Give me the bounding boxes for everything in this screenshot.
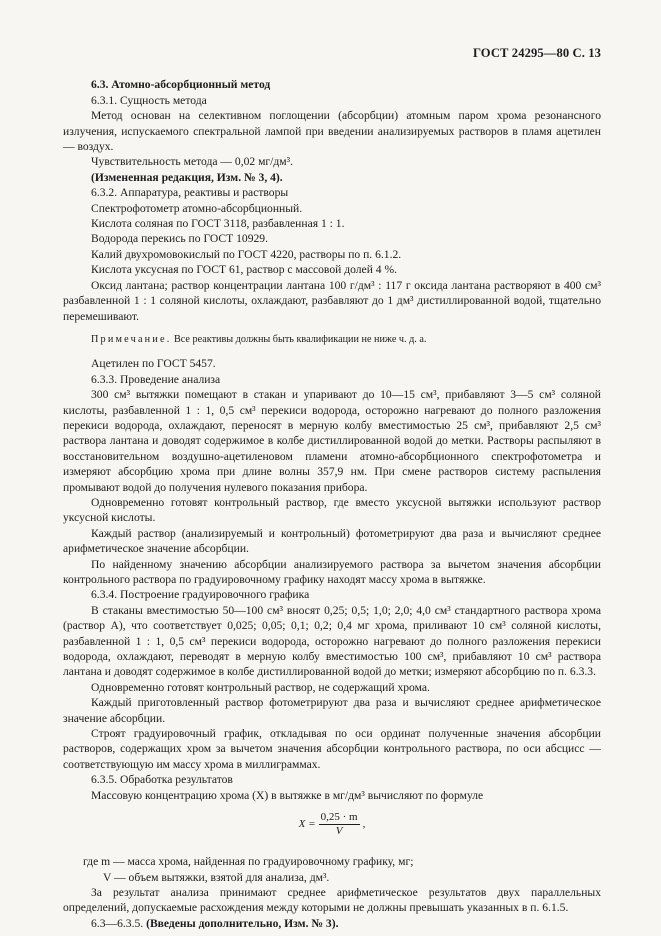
formula-denominator: V [335,825,343,838]
subsection-6-3-4: 6.3.4. Построение градуировочного графика [91,588,310,602]
note-paragraph [63,332,601,347]
calibration-paragraph: В стаканы вместимостью 50—100 см³ вносят 0,25; 0,5; 1,0; 2,0; 4,0 см³ стандартного раствора хрома (раствор А), что соответствует 0,025; 0,05; 0,1; 0,2; 0,4 мг хрома, приливают 10 см³ соляной кислоты, разбавленной 1 : 1, 0,5 см³ перекиси водорода, осторожно нагревают до полного разложения перекиси водорода, охлаждают, переводят в мерную колбу вместимостью 100 см³, прибавляют 10 см³ раствора лантана и доводят содержимое в колбе дистиллированной водой до метки; измеряют абсорбцию по п. 6.3.3. [63,603,601,679]
calibration-paragraph: Строят градуировочный график, откладывая по оси ординат полученные значения абсорбции растворов, содержащих хром за вычетом значения абсорбции контрольного раствора, по оси абсцисс — соответствующую им массу хрома в миллиграммах. [63,727,601,771]
reagent-item: Водорода перекись по ГОСТ 10929. [91,232,268,246]
result-paragraph: За результат анализа принимают среднее арифметическое результатов двух параллельных определений, допускаемые расхождения между которыми не должны превышать указанных в п. 6.1.5. [63,885,601,915]
analysis-paragraph: 300 см³ вытяжки помещают в стакан и упаривают до 10—15 см³, прибавляют 3—5 см³ соляной кислоты, разбавленной 1 : 1, 0,5 см³ перекиси водорода, осторожно нагревают до полного разложения перекиси водорода, охлаждают, переносят в мерную колбу вместимостью 25 см³, прибавляют 2,5 см³ раствора лантана и доводят содержимое в колбе дистиллированной водой до метки. Растворы распыляют в восстановительном воздушно-ацетиленовом пламени атомно-абсорбционного спектрофотометра и измеряют абсорбцию хрома при длине волны 357,9 нм. При смене растворов систему распыления промывают водой до получения нулевого показания прибора. [63,388,601,494]
analysis-paragraph: По найденному значению абсорбции анализируемого раствора за вычетом значения абсорбции контрольного раствора по градуировочному графику находят массу хрома в вытяжке. [63,557,601,586]
analysis-paragraph: Каждый раствор (анализируемый и контрольный) фотометрируют два раза и вычисляют среднее арифметическое значение абсорбции. [63,526,601,556]
where-line: где m — масса хрома, найденная по градуировочному графику, мг; [83,855,414,869]
subsection-6-3-2: 6.3.2. Аппаратура, реактивы и растворы [91,186,289,200]
calibration-paragraph: Одновременно готовят контрольный раствор, не содержащий хрома. [91,680,430,694]
subsection-6-3-5: 6.3.5. Обработка результатов [91,773,233,787]
formula [63,811,601,838]
formula-fraction [319,811,360,838]
sensitivity-line: Чувствительность метода — 0,02 мг/дм³. [91,155,294,169]
reagent-item: Оксид лантана; раствор концентрации лантана 100 г/дм³ : 117 г оксида лантана растворяют в 400 см³ разбавленной 1 : 1 соляной кислоты, охлаждают, разбавляют до 1 дм³ дистиллированной водой, тщательно перемешивают. [63,278,601,323]
reagent-item: Спектрофотометр атомно-абсорбционный. [91,201,303,215]
calculation-intro: Массовую концентрацию хрома (X) в вытяжке в мг/дм³ вычисляют по формуле [91,788,484,802]
method-paragraph: Метод основан на селективном поглощении (абсорбции) атомным паром хрома резонансного излучения, испускаемого спектральной лампой при введении анализируемых растворов в пламя ацетилен — воздух. [63,109,601,154]
calibration-paragraph: Каждый приготовленный раствор фотометрируют два раза и вычисляют среднее арифметическое значение абсорбции. [63,696,601,725]
formula-tail: , [362,817,366,830]
subsection-6-3-3: 6.3.3. Проведение анализа [91,372,221,386]
analysis-paragraph: Одновременно готовят контрольный раствор, где вместо уксусной вытяжки используют раствор уксусной кислоты. [63,495,601,525]
amendment-note-1: (Измененная редакция, Изм. № 3, 4). [91,170,283,184]
section-title: 6.3. Атомно-абсорбционный метод [91,78,271,92]
reagent-item: Калий двухромовокислый по ГОСТ 4220, растворы по п. 6.1.2. [91,247,402,261]
amendment-text: (Введены дополнительно, Изм. № 3). [146,916,339,930]
amendment-range: 6.3—6.3.5. [91,916,144,930]
formula-numerator: 0,25 · m [320,811,358,824]
reagent-item: Кислота уксусная по ГОСТ 61, раствор с массовой долей 4 %. [91,263,398,277]
note-label: Примечание. [91,333,172,345]
acetylene-line: Ацетилен по ГОСТ 5457. [91,357,216,371]
formula-lhs: X = [298,817,316,830]
page-header: ГОСТ 24295—80 С. 13 [473,46,601,60]
reagent-item: Кислота соляная по ГОСТ 3118, разбавленная 1 : 1. [91,217,345,231]
subsection-6-3-1: 6.3.1. Сущность метода [91,93,207,107]
note-text: Все реактивы должны быть квалификации не ниже ч. д. а. [173,333,427,345]
where-line: V — объем вытяжки, взятой для анализа, дм³. [103,870,330,884]
amendment-note-2 [63,916,601,931]
